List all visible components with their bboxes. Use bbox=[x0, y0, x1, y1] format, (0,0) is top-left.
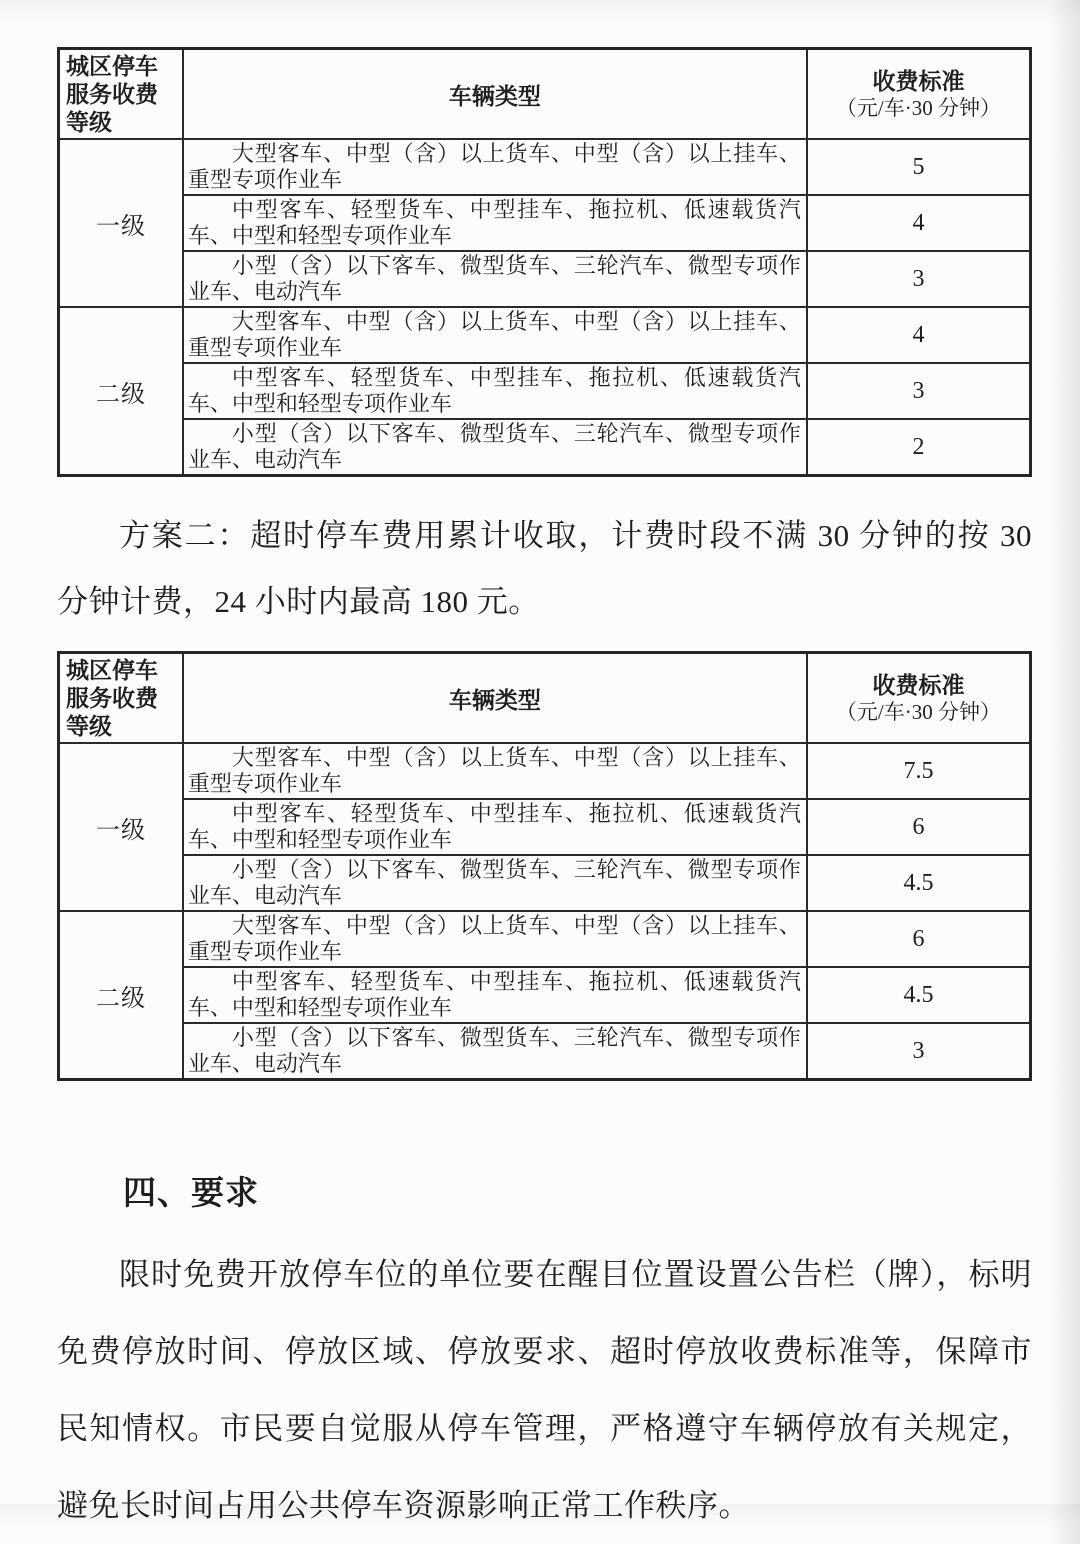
vehicle-type-cell: 小型（含）以下客车、微型货车、三轮汽车、微型专项作业车、电动汽车 bbox=[183, 855, 807, 911]
table-row bbox=[59, 1023, 1031, 1080]
fee-value-cell: 4 bbox=[807, 307, 1031, 363]
header-fee-standard-title: 收费标准 bbox=[872, 68, 965, 94]
header-fee-standard-unit: （元/车·30 分钟） bbox=[835, 96, 1001, 120]
fee-value-cell: 5 bbox=[807, 139, 1031, 195]
fee-value-cell: 3 bbox=[807, 363, 1031, 419]
vehicle-type-cell: 大型客车、中型（含）以上货车、中型（含）以上挂车、重型专项作业车 bbox=[183, 743, 807, 799]
fee-value-cell: 2 bbox=[807, 419, 1031, 476]
header-fee-standard-unit: （元/车·30 分钟） bbox=[835, 700, 1001, 724]
vehicle-type-cell: 中型客车、轻型货车、中型挂车、拖拉机、低速载货汽车、中型和轻型专项作业车 bbox=[183, 799, 807, 855]
header-vehicle-type: 车辆类型 bbox=[183, 49, 807, 140]
header-fee-level: 城区停车服务收费等级 bbox=[59, 653, 183, 744]
table-row bbox=[59, 967, 1031, 1023]
header-fee-standard-title: 收费标准 bbox=[872, 672, 965, 698]
header-fee-standard bbox=[807, 49, 1031, 140]
vehicle-type-cell: 小型（含）以下客车、微型货车、三轮汽车、微型专项作业车、电动汽车 bbox=[183, 251, 807, 307]
vehicle-type-cell: 大型客车、中型（含）以上货车、中型（含）以上挂车、重型专项作业车 bbox=[183, 307, 807, 363]
vehicle-type-cell: 大型客车、中型（含）以上货车、中型（含）以上挂车、重型专项作业车 bbox=[183, 911, 807, 967]
fee-value-cell: 6 bbox=[807, 911, 1031, 967]
vehicle-type-cell: 大型客车、中型（含）以上货车、中型（含）以上挂车、重型专项作业车 bbox=[183, 139, 807, 195]
table-row bbox=[59, 419, 1031, 476]
level-2-cell: 二级 bbox=[59, 911, 183, 1080]
header-fee-level: 城区停车服务收费等级 bbox=[59, 49, 183, 140]
fee-value-cell: 4 bbox=[807, 195, 1031, 251]
fee-table-plan2 bbox=[57, 651, 1032, 1081]
table-row bbox=[59, 911, 1031, 967]
fee-table-plan1 bbox=[57, 47, 1032, 477]
fee-value-cell: 6 bbox=[807, 799, 1031, 855]
fee-value-cell: 3 bbox=[807, 251, 1031, 307]
level-2-cell: 二级 bbox=[59, 307, 183, 476]
table-row bbox=[59, 743, 1031, 799]
table-row bbox=[59, 799, 1031, 855]
level-1-cell: 一级 bbox=[59, 743, 183, 911]
fee-value-cell: 4.5 bbox=[807, 855, 1031, 911]
header-fee-standard bbox=[807, 653, 1031, 744]
vehicle-type-cell: 中型客车、轻型货车、中型挂车、拖拉机、低速载货汽车、中型和轻型专项作业车 bbox=[183, 363, 807, 419]
header-vehicle-type: 车辆类型 bbox=[183, 653, 807, 744]
table-row bbox=[59, 139, 1031, 195]
requirements-paragraph: 限时免费开放停车位的单位要在醒目位置设置公告栏（牌），标明免费停放时间、停放区域、停放要求、超时停放收费标准等，保障市民知情权。市民要自觉服从停车管理，严格遵守车辆停放有关规定，避免长时间占用公共停车资源影响正常工作秩序。 bbox=[57, 1257, 1032, 1523]
vehicle-type-cell: 中型客车、轻型货车、中型挂车、拖拉机、低速载货汽车、中型和轻型专项作业车 bbox=[183, 195, 807, 251]
table-header-row bbox=[59, 653, 1031, 744]
table-header-row bbox=[59, 49, 1031, 140]
table-row bbox=[59, 251, 1031, 307]
level-1-cell: 一级 bbox=[59, 139, 183, 307]
fee-value-cell: 4.5 bbox=[807, 967, 1031, 1023]
fee-value-cell: 3 bbox=[807, 1023, 1031, 1080]
table-row bbox=[59, 855, 1031, 911]
plan2-paragraph: 方案二：超时停车费用累计收取，计费时段不满 30 分钟的按 30 分钟计费，24 小时内最高 180 元。 bbox=[57, 518, 1032, 619]
table-row bbox=[59, 363, 1031, 419]
fee-value-cell: 7.5 bbox=[807, 743, 1031, 799]
vehicle-type-cell: 中型客车、轻型货车、中型挂车、拖拉机、低速载货汽车、中型和轻型专项作业车 bbox=[183, 967, 807, 1023]
vehicle-type-cell: 小型（含）以下客车、微型货车、三轮汽车、微型专项作业车、电动汽车 bbox=[183, 1023, 807, 1080]
section-heading: 四、要求 bbox=[123, 1174, 259, 1211]
table-row bbox=[59, 307, 1031, 363]
table-row bbox=[59, 195, 1031, 251]
vehicle-type-cell: 小型（含）以下客车、微型货车、三轮汽车、微型专项作业车、电动汽车 bbox=[183, 419, 807, 476]
